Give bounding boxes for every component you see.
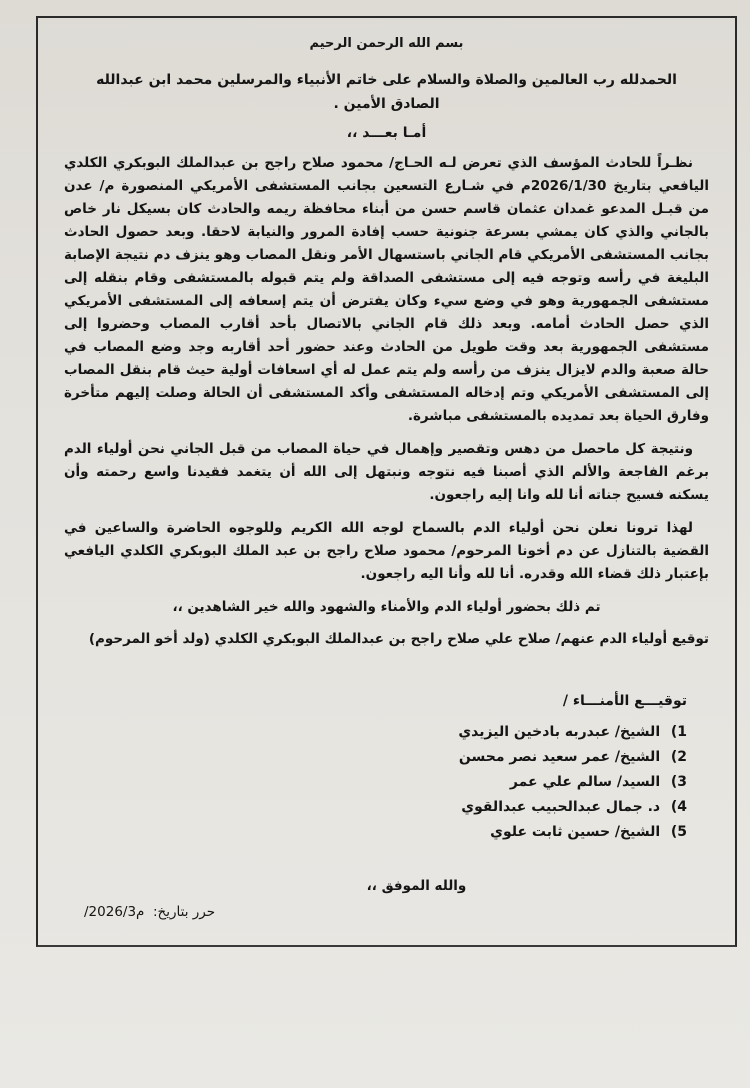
basmala-heading: بسم الله الرحمن الرحيم	[309, 36, 464, 51]
dated-group	[84, 901, 215, 923]
trustee-item	[64, 795, 687, 820]
trustee-name: د. جمال عبدالحبيب عبدالقوي	[461, 799, 661, 815]
trustee-number: 4)	[670, 799, 687, 815]
trustee-name: السيد/ سالم علي عمر	[509, 774, 661, 790]
witness-statement: تم ذلك بحضور أولياء الدم والأمناء والشهود والله خير الشاهدين ،،	[172, 599, 601, 615]
trustee-name: الشيخ/ حسين ثابت علوي	[490, 824, 661, 840]
dated-value: /2026/3م	[84, 904, 145, 920]
trustee-name: الشيخ/ عمر سعيد نصر محسن	[458, 749, 661, 765]
trustees-list	[64, 720, 709, 845]
trustee-name: الشيخ/ عبدربه بادخين اليزيدي	[458, 724, 661, 740]
dated-line	[64, 901, 709, 923]
document-frame	[36, 16, 737, 947]
trustee-number: 5)	[670, 824, 687, 840]
trustee-number: 2)	[670, 749, 687, 765]
trustee-item	[64, 820, 687, 845]
closing-phrase: والله الموفق ،،	[366, 878, 467, 894]
trustees-title: توقيـــع الأمنـــاء /	[562, 693, 687, 709]
incident-paragraph: نظـراً للحادث المؤسف الذي تعرض لـه الحـاج/ محمود صلاح راجح بن عبدالملك البوبكري الكلدي اليافعي بتاريخ 2026/1/30م في شـارع التسعين بجانب المستشفى الأمريكي المنصورة م/ عدن من قبـل المدعو غمدان عثمان قاسم حسن من أبناء محافظة ريمه والحادث كان بسيكل نار خاص بالجاني والذي كان يمشي بسرعة جنونية حسب إفادة المرور والنيابة لاحقا. وبعد حصول الحادث بجانب المستشفى الأمريكي قام الجاني باستسهال الأمر ونقل المصاب وهو ينزف دم نتيجة الإصابة البليغة في رأسه وتوجه فيه إلى مستشفى الصداقة ولم يتم قبوله بالمستشفى وقام بنقله إلى مستشفى الجمهورية وهو في وضع سيء وكان يفترض أن يتم إسعافه إلى المستشفى الأمريكي الذي حصل الحادث أمامه. وبعد ذلك قام الجاني بالاتصال بأحد أقارب المصاب وحضروا إلى مستشفى الجمهورية بعد وقت طويل من الحادث وعند حضور أحد أقاربه وجد وضع المصاب في حالة صعبة والدم لايزال ينزف من رأسه ولم يتم عمل له أي اسعافات أولية حيث قام بنقل المصاب إلى المستشفى الأمريكي وتم إدخاله المستشفى وأكد المستشفى أن الحالة وصلت إليهم متأخرة وفارق الحياة بعد تمديده بالمستشفى مباشرة.	[64, 155, 709, 424]
trustee-number: 3)	[670, 774, 687, 790]
praise-opening: الحمدلله رب العالمين والصلاة والسلام على خاتم الأنبياء والمرسلين محمد ابن عبدالله الصادق الأمين .	[96, 72, 677, 112]
consequence-paragraph: ونتيجة كل ماحصل من دهس وتقصير وإهمال في حياة المصاب من قبل الجاني نحن أولياء الدم برغم الفاجعة والألم الذي أصبنا فيه نتوجه ونبتهل إلى الله أن يتغمد فقيدنا واسع رحمته وأن يسكنه فسيح جناته أنا لله وانا إليه راجعون.	[64, 441, 709, 503]
trustee-item	[64, 770, 687, 795]
trustee-item	[64, 745, 687, 770]
guardian-signature-line: توقيع أولياء الدم عنهم/ صلاح علي صلاح راجح بن عبدالملك البوبكري الكلدي (ولد أخو المرحوم)	[88, 631, 709, 647]
trustee-number: 1)	[670, 724, 687, 740]
dated-label: حرر بتاريخ:	[153, 904, 216, 920]
document-body	[38, 34, 735, 923]
waiver-paragraph: لهذا ترونا نعلن نحن أولياء الدم بالسماح لوجه الله الكريم وللوجوه الحاضرة والساعين في القضية بالتنازل عن دم أخونا المرحوم/ محمود صلاح راجح بن عبد الملك البوبكري الكلدي اليافعي بإعتبار ذلك قضاء الله وقدره. أنا لله وأنا اليه راجعون.	[64, 520, 709, 582]
amma-baad: أمـا بعـــد ،،	[346, 125, 427, 141]
trustee-item	[64, 720, 687, 745]
